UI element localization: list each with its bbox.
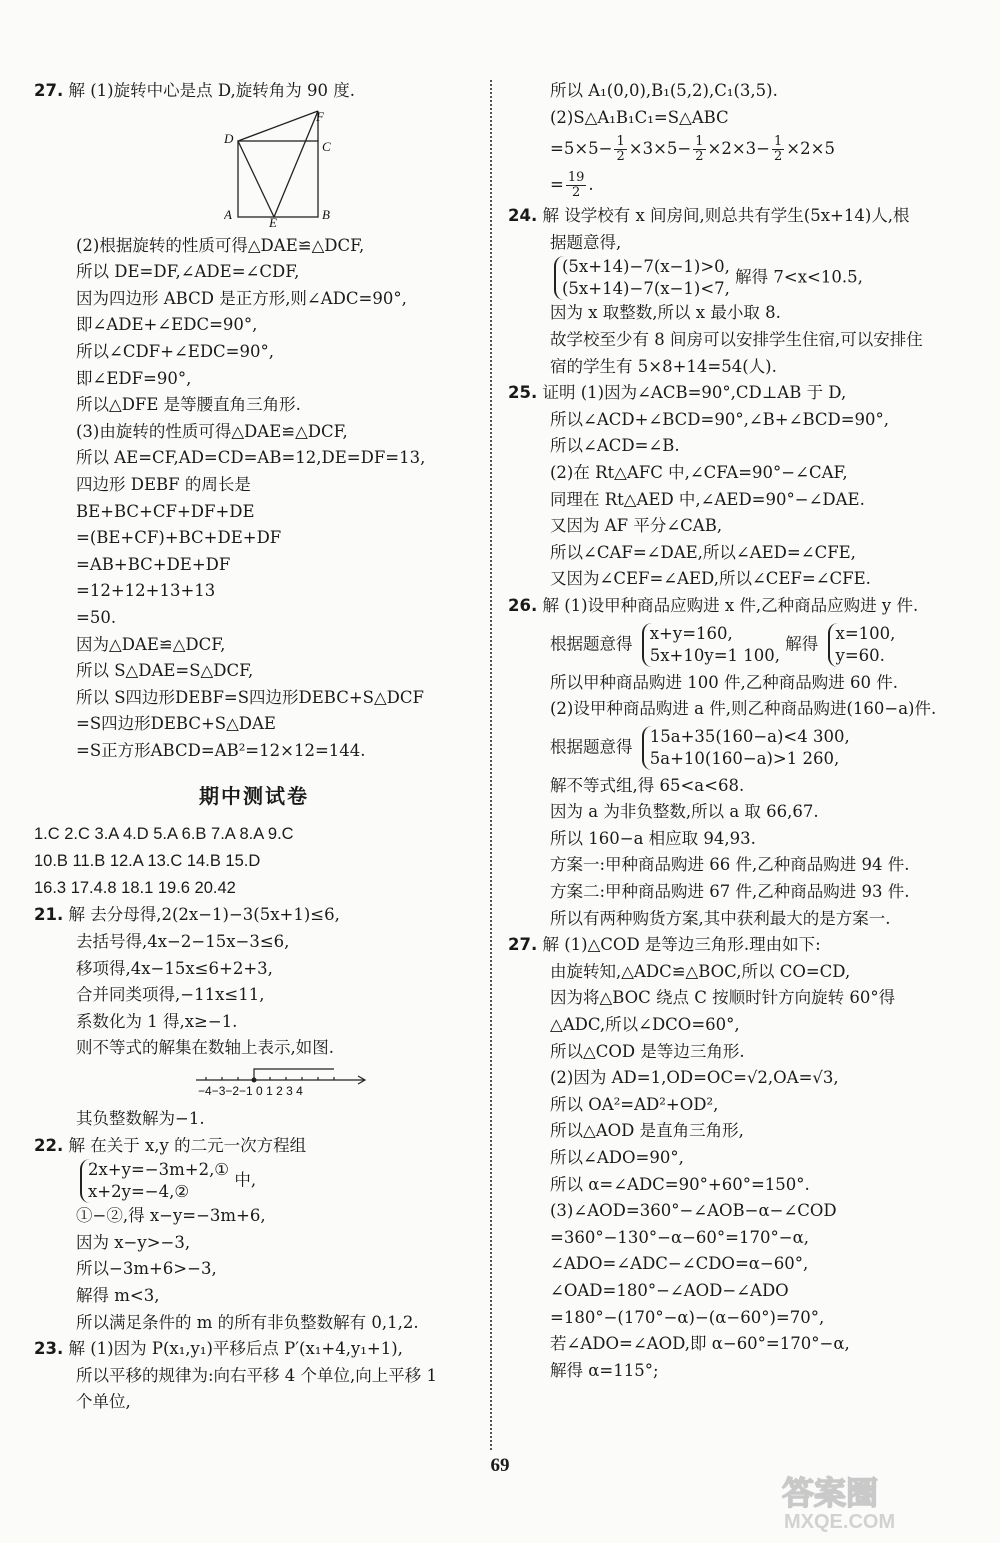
q22-line-1: ①−②,得 x−y=−3m+6, (76, 1206, 266, 1226)
q23-line-1: 所以平移的规律为:向右平移 4 个单位,向上平移 1 (76, 1365, 438, 1385)
frac-den: 2 (616, 149, 625, 165)
q25-line-3: (2)在 Rt△AFC 中,∠CFA=90°−∠CAF, (550, 462, 848, 482)
q21-text: 解 去分母得,2(2x−1)−3(5x+1)≤6, (68, 905, 340, 925)
q21-end: 其负整数解为−1. (76, 1109, 205, 1129)
q22-line-3: 所以−3m+6>−3, (76, 1259, 217, 1279)
q24-inequality-system (554, 256, 730, 300)
q26-line-b4: 方案一:甲种商品购进 66 件,乙种商品购进 94 件. (550, 855, 910, 875)
q27-line-18: 所以 S四边形DEBF=S四边形DEBC+S△DCF (76, 687, 424, 707)
q22-number: 22. (34, 1135, 64, 1155)
q27-line-14: =12+12+13+13 (76, 581, 216, 601)
q21-line-1: 去括号得,4x−2−15x−3≤6, (76, 932, 290, 952)
q26-text: 解 (1)设甲种商品应购进 x 件,乙种商品应购进 y 件. (542, 595, 919, 615)
q22-eq-1: 2x+y=−3m+2,① (88, 1160, 230, 1180)
answers-row-2: 10.B 11.B 12.A 13.C 14.B 15.D (34, 852, 261, 871)
q24-system-line (508, 256, 968, 300)
watermark-text-cn: 答案圈 (782, 1474, 879, 1512)
q27-line-7: 所以△DFE 是等腰直角三角形. (76, 395, 301, 415)
page-number: 69 (490, 1455, 510, 1476)
q27b-line-1: 由旋转知,△ADC≌△BOC,所以 CO=CD, (550, 961, 851, 981)
q24-first-line (508, 203, 968, 230)
q27-text: 解 (1)旋转中心是点 D,旋转角为 90 度. (68, 81, 355, 100)
q26-number: 26. (508, 595, 538, 615)
q27-line-17: 所以 S△DAE=S△DCF, (76, 661, 254, 681)
q26-eq-2: 5x+10y=1 100, (649, 645, 781, 665)
frac-den: 2 (774, 149, 783, 165)
q27-line-13: =AB+BC+DE+DF (76, 554, 231, 574)
fraction-half-3 (772, 135, 784, 164)
q24-line-b: 故学校至少有 8 间房可以安排学生住宿,可以安排住 (550, 329, 923, 349)
q27-line-5: 所以∠CDF+∠EDC=90°, (76, 341, 274, 361)
q26-mid: 解得 (785, 634, 819, 653)
q21-number: 21. (34, 905, 64, 925)
section-title: 期中测试卷 (199, 784, 309, 809)
q23-area-calc (508, 131, 968, 167)
q22-text: 解 在关于 x,y 的二元一次方程组 (68, 1135, 307, 1155)
q27b-line-14: =180°−(170°−α)−(α−60°)=70°, (550, 1307, 825, 1327)
q21-line-4: 系数化为 1 得,x≥−1. (76, 1011, 238, 1031)
equals-sign: = (550, 175, 564, 195)
q26-line-b6: 所以有两种购货方案,其中获利最大的是方案一. (550, 908, 891, 928)
q26-line-b1: 解不等式组,得 65<a<68. (550, 775, 745, 795)
q22-line-2: 因为 x−y>−3, (76, 1232, 191, 1252)
q25-text: 证明 (1)因为∠ACB=90°,CD⊥AB 于 D, (542, 383, 847, 403)
q24-text: 解 设学校有 x 间房间,则总共有学生(5x+14)人,根 (542, 206, 910, 226)
q22-line-5: 所以满足条件的 m 的所有非负整数解有 0,1,2. (76, 1312, 419, 1332)
square-rotation-figure (224, 109, 344, 227)
q26-solution-system (828, 623, 896, 667)
answers-row-1: 1.C 2.C 3.A 4.D 5.A 6.B 7.A 8.A 9.C (34, 825, 294, 844)
frac-den: 2 (695, 149, 704, 165)
q23-cont-1: 所以 A₁(0,0),B₁(5,2),C₁(3,5). (550, 81, 778, 100)
q27-line-6: 即∠EDF=90°, (76, 368, 192, 388)
q27b-line-15: 若∠ADO=∠AOD,即 α−60°=170°−α, (550, 1334, 850, 1354)
q26-first-line (508, 593, 968, 620)
q21-first-line (34, 902, 474, 929)
label-F: F (316, 108, 324, 124)
q27b-line-9: 所以 α=∠ADC=90°+60°=150°. (550, 1174, 810, 1194)
q27b-number: 27. (508, 935, 538, 955)
frac-den: 2 (571, 185, 581, 201)
q27b-line-11: =360°−130°−α−60°=170°−α, (550, 1227, 809, 1247)
q27b-line-3: △ADC,所以∠DCO=60°, (550, 1015, 740, 1035)
calc-part-4: ×2×5 (786, 139, 835, 159)
q27-first-line (34, 78, 474, 105)
q27b-line-13: ∠OAD=180°−∠AOD−∠ADO (550, 1280, 789, 1300)
q27b-text: 解 (1)△COD 是等边三角形.理由如下: (542, 935, 821, 955)
q21-line-2: 移项得,4x−15x≤6+2+3, (76, 958, 273, 978)
q23-result (508, 167, 968, 203)
q24-line-2: 据题意得, (550, 232, 622, 252)
q23-first-line (34, 1336, 474, 1363)
q27-line-1: (2)根据旋转的性质可得△DAE≌△DCF, (76, 235, 365, 255)
q27-line-3: 因为四边形 ABCD 是正方形,则∠ADC=90°, (76, 288, 407, 308)
q21-line-5: 则不等式的解集在数轴上表示,如图. (76, 1038, 334, 1058)
q27-line-20: =S正方形ABCD=AB²=12×12=144. (76, 740, 366, 760)
q24-line-c: 宿的学生有 5×8+14=54(人). (550, 356, 777, 376)
q27-line-9: 所以 AE=CF,AD=CD=AB=12,DE=DF=13, (76, 448, 426, 468)
calc-part-1: =5×5− (550, 139, 613, 159)
q22-equation-system (80, 1159, 229, 1203)
watermark-text-url: MXQE.COM (784, 1511, 896, 1533)
q25-line-7: 又因为∠CEF=∠AED,所以∠CEF=∠CFE. (550, 569, 871, 589)
q26-ineq-1: 15a+35(160−a)<4 300, (649, 726, 850, 746)
q23-number: 23. (34, 1339, 64, 1359)
q26-eq-1: x+y=160, (649, 623, 733, 643)
q24-ineq-1: (5x+14)−7(x−1)>0, (562, 257, 730, 277)
q26-line-b2: 因为 a 为非负整数,所以 a 取 66,67. (550, 802, 819, 822)
q25-line-5: 又因为 AF 平分∠CAB, (550, 516, 723, 536)
q27-line-19: =S四边形DEBC+S△DAE (76, 714, 276, 734)
label-C: C (322, 138, 331, 154)
q27-number: 27. (34, 81, 64, 100)
q27-line-2: 所以 DE=DF,∠ADE=∠CDF, (76, 262, 300, 282)
period: . (588, 175, 594, 195)
q22-first-line (34, 1133, 474, 1160)
fraction-half-2 (693, 135, 705, 164)
q27b-line-5: (2)因为 AD=1,OD=OC=√2,OA=√3, (550, 1068, 839, 1088)
q25-line-2: 所以∠ACD=∠B. (550, 436, 680, 456)
fraction-half-1 (614, 135, 626, 164)
q26-line-b5: 方案二:甲种商品购进 67 件,乙种商品购进 93 件. (550, 882, 910, 902)
q27b-line-6: 所以 OA²=AD²+OD², (550, 1094, 719, 1114)
q27-line-15: =50. (76, 607, 117, 627)
q26-ineq-2: 5a+10(160−a)>1 260, (649, 748, 840, 768)
q21-line-3: 合并同类项得,−11x≤11, (76, 985, 265, 1005)
q24-number: 24. (508, 206, 538, 226)
q25-line-1: 所以∠ACD+∠BCD=90°,∠B+∠BCD=90°, (550, 409, 890, 429)
right-column (508, 78, 968, 1384)
q27b-line-10: (3)∠AOD=360°−∠AOB−α−∠COD (550, 1201, 837, 1221)
q22-line-4: 解得 m<3, (76, 1286, 160, 1305)
q27b-line-16: 解得 α=115°; (550, 1360, 659, 1380)
q27-line-11: BE+BC+CF+DF+DE (76, 501, 255, 521)
q26-equation-system (642, 623, 780, 667)
q24-line-a: 因为 x 取整数,所以 x 最小取 8. (550, 303, 781, 323)
q25-first-line (508, 380, 968, 407)
watermark-logo (774, 1468, 974, 1534)
q27-line-12: =(BE+CF)+BC+DE+DF (76, 528, 282, 548)
q26-sol-1: x=100, (835, 623, 896, 643)
q27-line-4: 即∠ADE+∠EDC=90°, (76, 315, 258, 335)
left-column (34, 78, 474, 1416)
frac-num: 19 (567, 170, 585, 186)
q27b-first-line (508, 932, 968, 959)
fraction-19-2 (566, 171, 587, 200)
label-B: B (322, 206, 330, 222)
q24-ineq-2: (5x+14)−7(x−1)<7, (562, 279, 730, 299)
q26-line-a2: (2)设甲种商品购进 a 件,则乙种商品购进(160−a)件. (550, 699, 937, 719)
q27b-line-4: 所以△COD 是等边三角形. (550, 1041, 745, 1061)
calc-part-2: ×3×5− (628, 139, 692, 159)
q26-prefix-2: 根据题意得 (550, 737, 633, 757)
q26-sol-2: y=60. (835, 645, 885, 665)
q23-cont-2: (2)S△A₁B₁C₁=S△ABC (550, 107, 729, 127)
q26-system-line (508, 623, 968, 667)
q26-prefix: 根据题意得 (550, 634, 633, 653)
q27b-line-12: ∠ADO=∠ADC−∠CDO=α−60°, (550, 1254, 809, 1274)
calc-part-3: ×2×3− (707, 139, 771, 159)
number-line-figure (194, 1064, 374, 1098)
q25-line-6: 所以∠CAF=∠DAE,所以∠AED=∠CFE, (550, 542, 856, 562)
q26-line-a1: 所以甲种商品购进 100 件,乙种商品购进 60 件. (550, 672, 898, 692)
q27-line-10: 四边形 DEBF 的周长是 (76, 474, 251, 494)
frac-num: 1 (695, 134, 704, 150)
q25-number: 25. (508, 383, 538, 403)
answers-row-3: 16.3 17.4.8 18.1 19.6 20.42 (34, 879, 236, 898)
label-A: A (224, 206, 232, 222)
q27-line-8: (3)由旋转的性质可得△DAE≌△DCF, (76, 421, 348, 441)
q26-system3-line (508, 726, 968, 770)
label-D: D (224, 130, 234, 146)
q27-line-16: 因为△DAE≌△DCF, (76, 634, 226, 654)
q27b-line-8: 所以∠ADO=90°, (550, 1148, 684, 1167)
frac-num: 1 (774, 134, 783, 150)
q26-inequality-system (642, 726, 850, 770)
number-line-labels: −4−3−2−1 0 1 2 3 4 (198, 1084, 303, 1099)
q27b-line-7: 所以△AOD 是直角三角形, (550, 1121, 744, 1141)
q22-eq-2: x+2y=−4,② (88, 1182, 190, 1202)
q23-line-2: 个单位, (76, 1392, 131, 1412)
q22-system-line (34, 1159, 474, 1203)
q27b-line-2: 因为将△BOC 绕点 C 按顺时针方向旋转 60°得 (550, 988, 896, 1008)
q22-system-suffix: 中, (234, 1170, 257, 1190)
q23-text: 解 (1)因为 P(x₁,y₁)平移后点 P′(x₁+4,y₁+1), (68, 1339, 403, 1359)
q25-line-4: 同理在 Rt△AED 中,∠AED=90°−∠DAE. (550, 489, 865, 509)
frac-num: 1 (616, 134, 625, 150)
label-E: E (269, 214, 277, 227)
q26-line-b3: 所以 160−a 相应取 94,93. (550, 828, 756, 848)
column-divider (490, 80, 492, 1450)
q24-system-suffix: 解得 7<x<10.5, (735, 267, 863, 287)
